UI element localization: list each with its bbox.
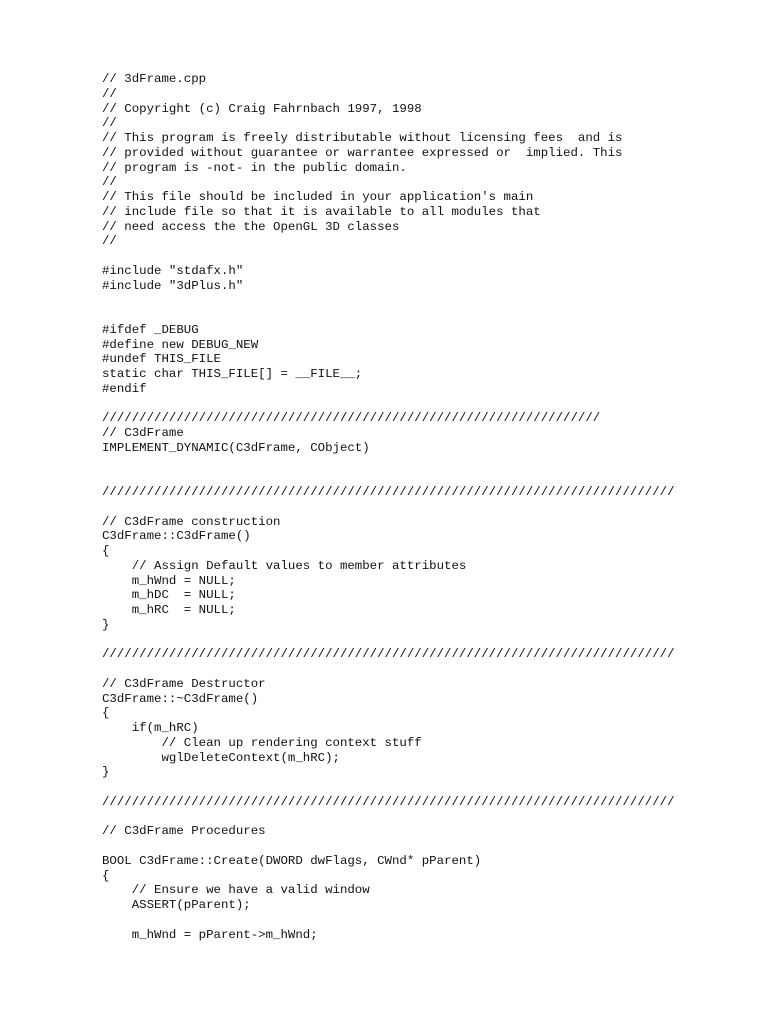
code-line: static char THIS_FILE[] = __FILE__;: [102, 367, 363, 381]
code-line: [102, 249, 675, 264]
source-code-listing: [102, 72, 675, 942]
code-line: // Ensure we have a valid window: [102, 883, 370, 898]
code-line: //: [102, 116, 117, 131]
code-line: [102, 397, 675, 412]
code-line: //: [102, 234, 117, 249]
code-line: #ifdef _DEBUG: [102, 322, 199, 337]
code-line: {: [102, 868, 110, 883]
code-line: }: [102, 617, 110, 632]
code-line: [102, 662, 675, 677]
code-line: // C3dFrame construction: [102, 514, 281, 529]
code-line: m_hRC = NULL;: [102, 603, 236, 617]
code-line: // 3dFrame.cpp: [102, 72, 207, 86]
code-line: #undef THIS_FILE: [102, 352, 221, 367]
code-line: // include file so that it is available to all modules that: [102, 204, 541, 219]
code-line: #include "stdafx.h": [102, 263, 244, 278]
code-line: [102, 308, 675, 323]
code-line: [102, 633, 675, 648]
code-line: C3dFrame::~C3dFrame(): [102, 691, 259, 706]
code-line: // need access the the OpenGL 3D classes: [102, 219, 400, 234]
code-line: #endif: [102, 381, 147, 396]
code-line: [102, 470, 675, 485]
code-line: }: [102, 765, 110, 780]
code-line: ///////////////////////////////////////////////////////////////////: [102, 411, 601, 426]
code-line: C3dFrame::C3dFrame(): [102, 529, 251, 544]
code-line: IMPLEMENT_DYNAMIC(C3dFrame, CObject): [102, 440, 370, 455]
code-line: ASSERT(pParent);: [102, 898, 251, 912]
code-line: // This program is freely distributable without licensing fees and is: [102, 131, 623, 145]
code-line: if(m_hRC): [102, 721, 199, 735]
code-line: #include "3dPlus.h": [102, 278, 244, 293]
code-line: [102, 456, 675, 471]
code-line: /////////////////////////////////////////////////////////////////////////////: [102, 485, 675, 499]
code-line: /////////////////////////////////////////////////////////////////////////////: [102, 794, 675, 809]
code-line: [102, 293, 675, 308]
code-line: // This file should be included in your application's main: [102, 190, 534, 204]
code-line: BOOL C3dFrame::Create(DWORD dwFlags, CWnd* pParent): [102, 853, 482, 868]
code-line: [102, 913, 675, 928]
code-line: wglDeleteContext(m_hRC);: [102, 750, 340, 765]
code-line: m_hWnd = NULL;: [102, 573, 236, 588]
code-line: // C3dFrame Destructor: [102, 676, 266, 691]
code-line: // program is -not- in the public domain.: [102, 160, 407, 175]
code-line: {: [102, 544, 110, 558]
code-line: #define new DEBUG_NEW: [102, 337, 259, 352]
code-line: // C3dFrame: [102, 426, 184, 440]
code-line: //: [102, 86, 117, 101]
code-line: [102, 839, 675, 854]
code-line: /////////////////////////////////////////////////////////////////////////////: [102, 647, 675, 662]
code-line: // Assign Default values to member attributes: [102, 558, 467, 573]
code-line: // Clean up rendering context stuff: [102, 735, 422, 750]
code-line: m_hWnd = pParent->m_hWnd;: [102, 927, 318, 942]
code-line: [102, 500, 675, 515]
code-line: // C3dFrame Procedures: [102, 824, 266, 839]
code-line: //: [102, 175, 117, 190]
code-line: m_hDC = NULL;: [102, 588, 236, 603]
code-line: // Copyright (c) Craig Fahrnbach 1997, 1998: [102, 101, 422, 116]
code-line: [102, 780, 675, 795]
code-line: [102, 810, 675, 825]
code-line: // provided without guarantee or warrantee expressed or implied. This: [102, 145, 623, 160]
code-line: {: [102, 706, 110, 721]
